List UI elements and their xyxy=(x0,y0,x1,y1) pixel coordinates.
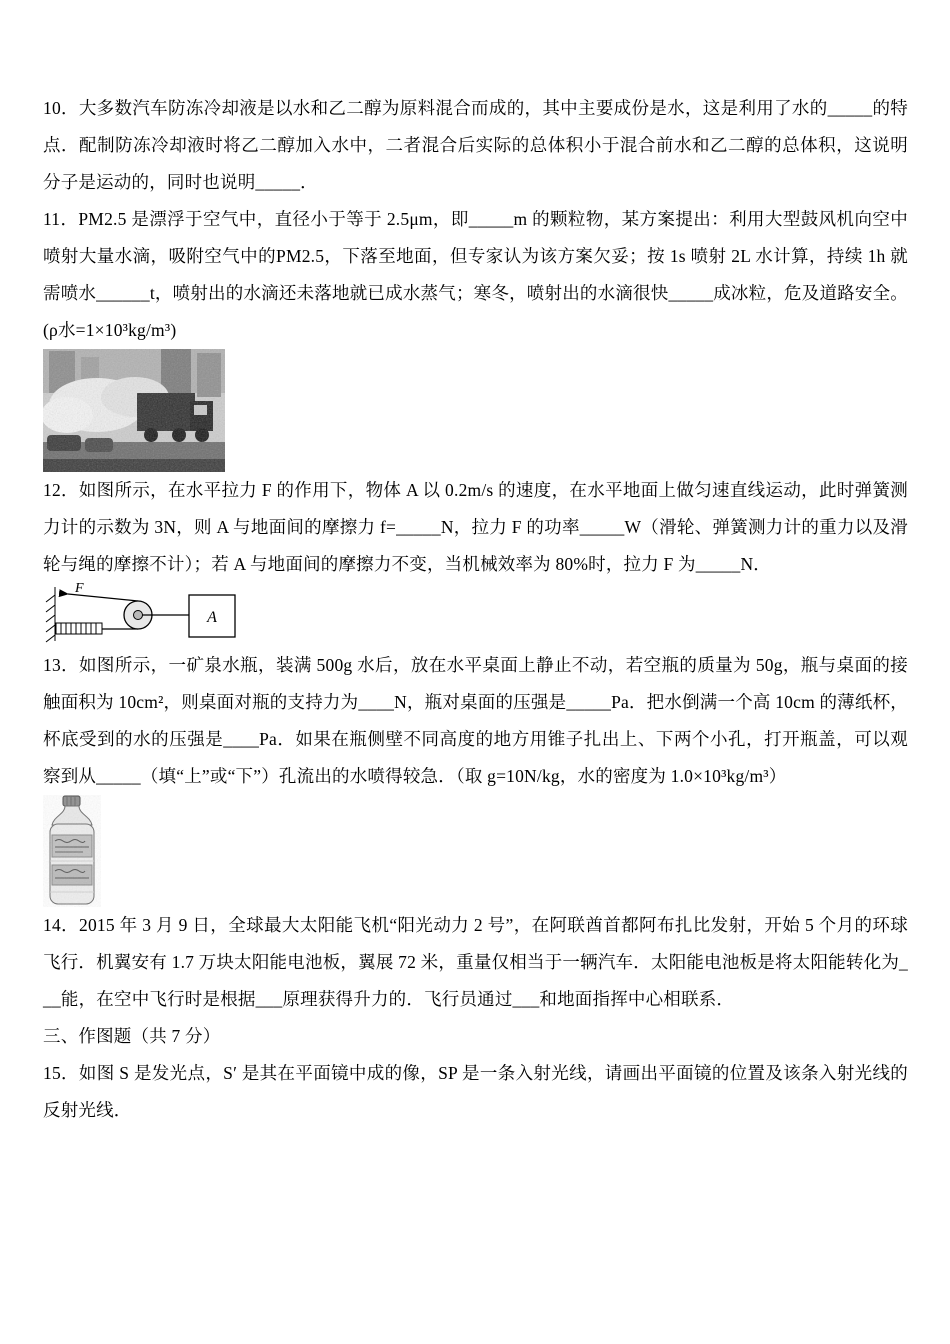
bottle-grain-overlay xyxy=(43,795,101,907)
pulley-block-diagram xyxy=(43,583,263,647)
water-bottle-photo xyxy=(43,795,101,907)
question-13-text: 13．如图所示，一矿泉水瓶，装满 500g 水后，放在水平桌面上静止不动，若空瓶的质量为 50g，瓶与桌面的接触面积为 10cm²，则桌面对瓶的支持力为____N，瓶对桌面的压强是_____Pa．把水倒满一个高 10cm 的薄纸杯，杯底受到的水的压强是____Pa．如果在瓶侧壁不同高度的地方用锥子扎出上、下两个小孔，打开瓶盖，可以观察到从_____（填“上”或“下”）孔流出的水喷得较急．（取 g=10N/kg，水的密度为 1.0×10³kg/m³） xyxy=(43,655,908,786)
pulley-block-diagram-svg xyxy=(43,583,263,647)
block-a xyxy=(189,595,235,637)
truck-spray-photo-svg xyxy=(43,349,225,472)
question-12-text: 12．如图所示，在水平拉力 F 的作用下，物体 A 以 0.2m/s 的速度，在水平地面上做匀速直线运动，此时弹簧测力计的示数为 3N，则 A 与地面间的摩擦力 f=_____N，拉力 F 的功率_____W（滑轮、弹簧测力计的重力以及滑轮与绳的摩擦不计）；若 A 与地面间的摩擦力不变，当机械效率为 80%时，拉力 F 为_____N． xyxy=(43,480,908,574)
question-15-text: 15．如图 S 是发光点，S′ 是其在平面镜中成的像，SP 是一条入射光线，请画出平面镜的位置及该条入射光线的反射光线． xyxy=(43,1063,908,1120)
force-label: F xyxy=(75,583,84,596)
block-label: A xyxy=(207,609,217,626)
truck-spray-photo xyxy=(43,349,225,472)
section-heading-drawing: 三、作图题（共 7 分） xyxy=(43,1026,221,1046)
spring-scale xyxy=(56,623,102,634)
water-bottle-svg xyxy=(43,795,101,907)
question-14-text: 14．2015 年 3 月 9 日，全球最大太阳能飞机“阳光动力 2 号”，在阿联酋首都阿布扎比发射，开始 5 个月的环球飞行．机翼安有 1.7 万块太阳能电池板，翼展 72 米，重量仅相当于一辆汽车．太阳能电池板是将太阳能转化为___能，在空中飞行时是根据___原理获得升力的．飞行员通过___和地面指挥中心相联系． xyxy=(43,915,908,1009)
wall-hatching xyxy=(46,587,55,642)
photo-grain-overlay xyxy=(43,349,225,472)
question-11-text: 11．PM2.5 是漂浮于空气中，直径小于等于 2.5μm，即_____m 的颗粒物，某方案提出：利用大型鼓风机向空中喷射大量水滴，吸附空气中的PM2.5，下落至地面，但专家认为该方案欠妥；按 1s 喷射 2L 水计算，持续 1h 就需喷水______t，喷射出的水滴还未落地就已成水蒸气；寒冬，喷射出的水滴很快_____成冰粒，危及道路安全。(ρ水=1×10³kg/m³) xyxy=(43,209,908,340)
question-10-text: 10．大多数汽车防冻冷却液是以水和乙二醇为原料混合而成的，其中主要成份是水，这是利用了水的_____的特点．配制防冻冷却液时将乙二醇加入水中，二者混合后实际的总体积小于混合前水和乙二醇的总体积，这说明分子是运动的，同时也说明_____． xyxy=(43,98,908,192)
